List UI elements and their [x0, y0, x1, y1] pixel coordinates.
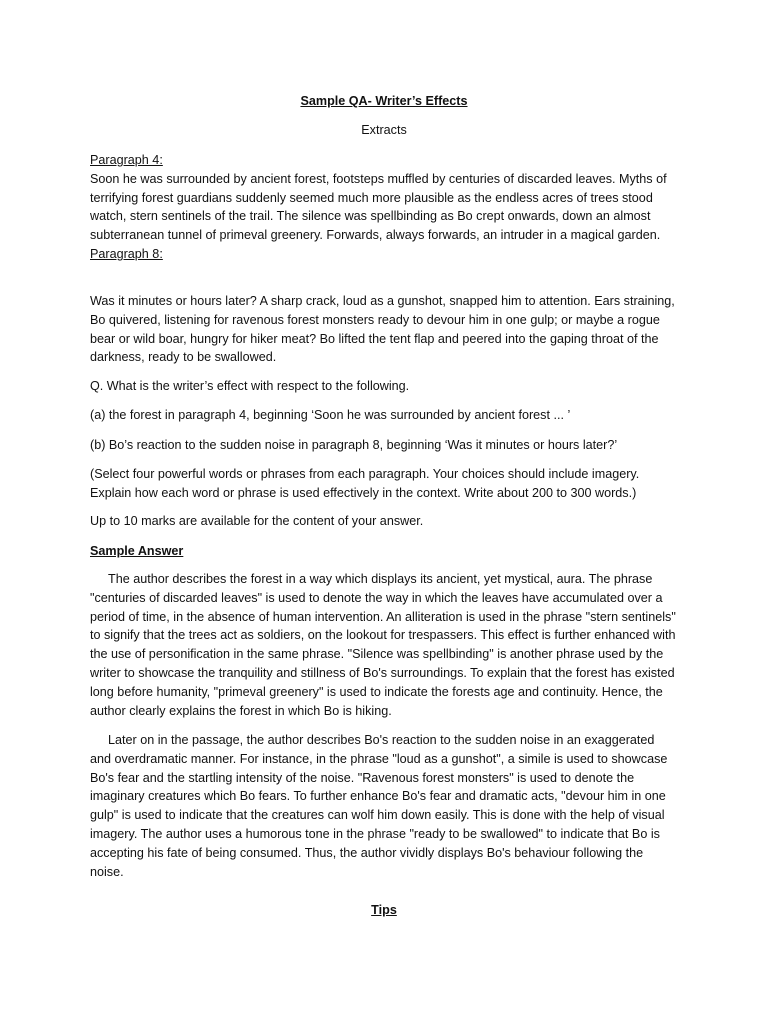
paragraph-4-heading: Paragraph 4: [90, 153, 163, 167]
tips-heading: Tips [371, 903, 397, 917]
answer-paragraph-2: Later on in the passage, the author describes Bo's reaction to the sudden noise in an exaggerated and overdramatic manner. For instance, in the phrase "loud as a gunshot", a simile is used to showcase Bo's fear and the startling intensity of the noise. "Ravenous forest monsters" is used to denote the imaginary creatures which Bo fears. To further enhance Bo's fear and dramatic acts, "devour him in one gulp" is used to indicate that the creatures can wolf him down easily. This is done with the help of visual imagery. The author uses a humorous tone in the phrase "ready to be swallowed" to indicate that Bo is accepting his fate of being consumed. Thus, the author vividly displays Bo's behaviour following the noise. [90, 733, 668, 879]
document-subtitle: Extracts [361, 123, 407, 137]
paragraph-4-text: Soon he was surrounded by ancient forest, footsteps muffled by centuries of discarded leaves. Myths of terrifying forest guardians suddenly seemed much more plausible as the endless acres of trees stood watch, stern sentinels of the trail. The silence was spellbinding as Bo crept onwards, down an almost subterranean tunnel of primeval greenery. Forwards, always forwards, an intruder in a magical garden. [90, 171, 667, 243]
paragraph-4-section [90, 151, 678, 264]
sample-answer-heading: Sample Answer [90, 544, 184, 558]
paragraph-8-text: Was it minutes or hours later? A sharp crack, loud as a gunshot, snapped him to attention. Ears straining, Bo quivered, listening for ravenous forest monsters ready to devour him in one gulp; or maybe a rogue bear or wild boar, hungry for hiker meat? Bo lifted the tent flap and peered into the gaping throat of the darkness, ready to be swallowed. [90, 294, 675, 365]
paragraph-8-heading: Paragraph 8: [90, 246, 163, 261]
marks-note: Up to 10 marks are available for the content of your answer. [90, 514, 424, 528]
answer-paragraph-1: The author describes the forest in a way which displays its ancient, yet mystical, aura. The phrase "centuries of discarded leaves" is used to denote the way in which the leaves have accumulated over a period of time, in the absence of human intervention. An alliteration is used in the phrase "stern sentinels" to signify that the trees act as soldiers, on the lookout for trespassers. This effect is further enhanced with the use of personification in the same phrase. "Silence was spellbinding" is another phrase used by the writer to showcase the tranquility and stillness of Bo's surroundings. To explain that the forest has existed long before humanity, "primeval greenery" is used to indicate the forests age and continuity. Hence, the author clearly explains the forest in which Bo is hiking. [90, 572, 676, 718]
question-text: Q. What is the writer’s effect with respect to the following. [90, 379, 410, 393]
question-part-b: (b) Bo’s reaction to the sudden noise in paragraph 8, beginning ‘Was it minutes or hours later?’ [90, 438, 618, 452]
question-part-a: (a) the forest in paragraph 4, beginning ‘Soon he was surrounded by ancient forest ... ’ [90, 408, 571, 422]
document-title: Sample QA- Writer’s Effects [300, 94, 468, 108]
question-instructions: (Select four powerful words or phrases from each paragraph. Your choices should include imagery. Explain how each word or phrase is used effectively in the context. Write about 200 to 300 words.) [90, 467, 640, 500]
